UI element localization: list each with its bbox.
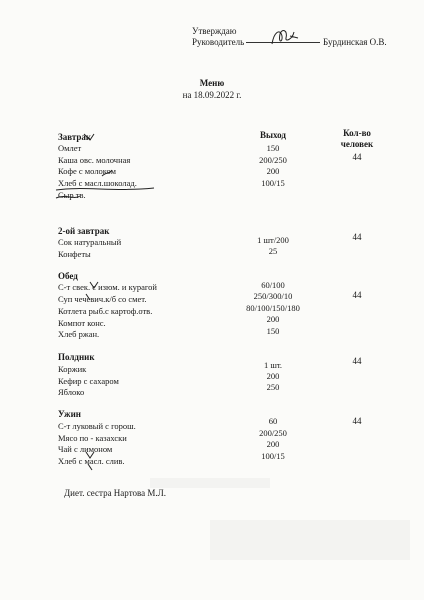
dish-output: 200 bbox=[266, 371, 280, 381]
strike-marks bbox=[80, 444, 110, 474]
dish-name: Котлета рыб.с картоф.отв. bbox=[58, 306, 153, 316]
dish-name: Чай с лимоном bbox=[58, 444, 113, 454]
section-count: 44 bbox=[352, 416, 362, 426]
dish-output: 80/100/150/180 bbox=[246, 303, 300, 313]
section-count: 44 bbox=[352, 232, 362, 242]
dish-name: Яблоко bbox=[58, 387, 85, 397]
dish-name: Компот конс. bbox=[58, 318, 106, 328]
dish-output: 250/300/10 bbox=[253, 291, 293, 301]
dish-name: Мясо по - казахски bbox=[58, 433, 127, 443]
approve-word: Утверждаю bbox=[192, 26, 237, 36]
head-label: Руководитель bbox=[192, 37, 245, 47]
dish-name: Кофе с молоком bbox=[58, 166, 116, 176]
dish-output: 25 bbox=[268, 246, 278, 256]
dish-name: С-т свек. с изюм. и курагой bbox=[58, 282, 157, 292]
head-name: Бурдинская О.В. bbox=[323, 37, 387, 47]
dish-name: Кефир с сахаром bbox=[58, 376, 119, 386]
dish-name: С-т луковый с горош. bbox=[58, 421, 136, 431]
signature-mark bbox=[268, 26, 302, 48]
strike-marks bbox=[54, 130, 174, 206]
section-count: 44 bbox=[352, 152, 362, 162]
dish-output: 250 bbox=[266, 382, 280, 392]
section-title: Ужин bbox=[58, 409, 81, 419]
dish-output: 150 bbox=[266, 326, 280, 336]
dish-name: Сыр тв. bbox=[58, 190, 86, 200]
dish-output: 200 bbox=[266, 439, 280, 449]
dish-output: 200 bbox=[266, 314, 280, 324]
dish-output: 200 bbox=[266, 166, 280, 176]
scan-artifact bbox=[150, 478, 270, 488]
dish-name: Суп чечевич.к/б со смет. bbox=[58, 294, 147, 304]
section-title: Полдник bbox=[58, 352, 95, 362]
dish-output: 1 шт. bbox=[263, 360, 283, 370]
section-title: Завтрак bbox=[58, 132, 92, 142]
dish-name: Омлет bbox=[58, 143, 82, 153]
header-output: Выход bbox=[260, 130, 286, 140]
scan-artifact bbox=[210, 520, 410, 560]
section-count: 44 bbox=[352, 290, 362, 300]
section-title: 2-ой завтрак bbox=[58, 226, 110, 236]
dish-name: Каша овс. молочная bbox=[58, 155, 131, 165]
strike-marks bbox=[60, 280, 120, 310]
dish-output: 200/250 bbox=[259, 428, 287, 438]
dish-name: Хлеб с масл.шоколад. bbox=[58, 178, 137, 188]
dish-output: 150 bbox=[266, 143, 280, 153]
dish-output: 100/15 bbox=[261, 178, 285, 188]
dish-name: Сок натуральный bbox=[58, 237, 122, 247]
section-title: Обед bbox=[58, 271, 78, 281]
dish-name: Конфеты bbox=[58, 249, 91, 259]
dish-name: Хлеб ржан. bbox=[58, 329, 100, 339]
dish-output: 1 шт/200 bbox=[257, 235, 289, 245]
page-title: Меню bbox=[199, 78, 225, 88]
dish-output: 200/250 bbox=[259, 155, 287, 165]
dish-output: 60 bbox=[268, 416, 278, 426]
date-line: на 18.09.2022 г. bbox=[182, 90, 242, 100]
dish-name: Хлеб с масл. слив. bbox=[58, 456, 125, 466]
dish-output: 60/100 bbox=[261, 280, 285, 290]
dish-output: 100/15 bbox=[261, 451, 285, 461]
section-count: 44 bbox=[352, 356, 362, 366]
dish-name: Коржик bbox=[58, 364, 87, 374]
dietitian-signature: Диет. сестра Нартова М.Л. bbox=[64, 488, 166, 498]
header-count: Кол-во человек bbox=[340, 128, 374, 149]
